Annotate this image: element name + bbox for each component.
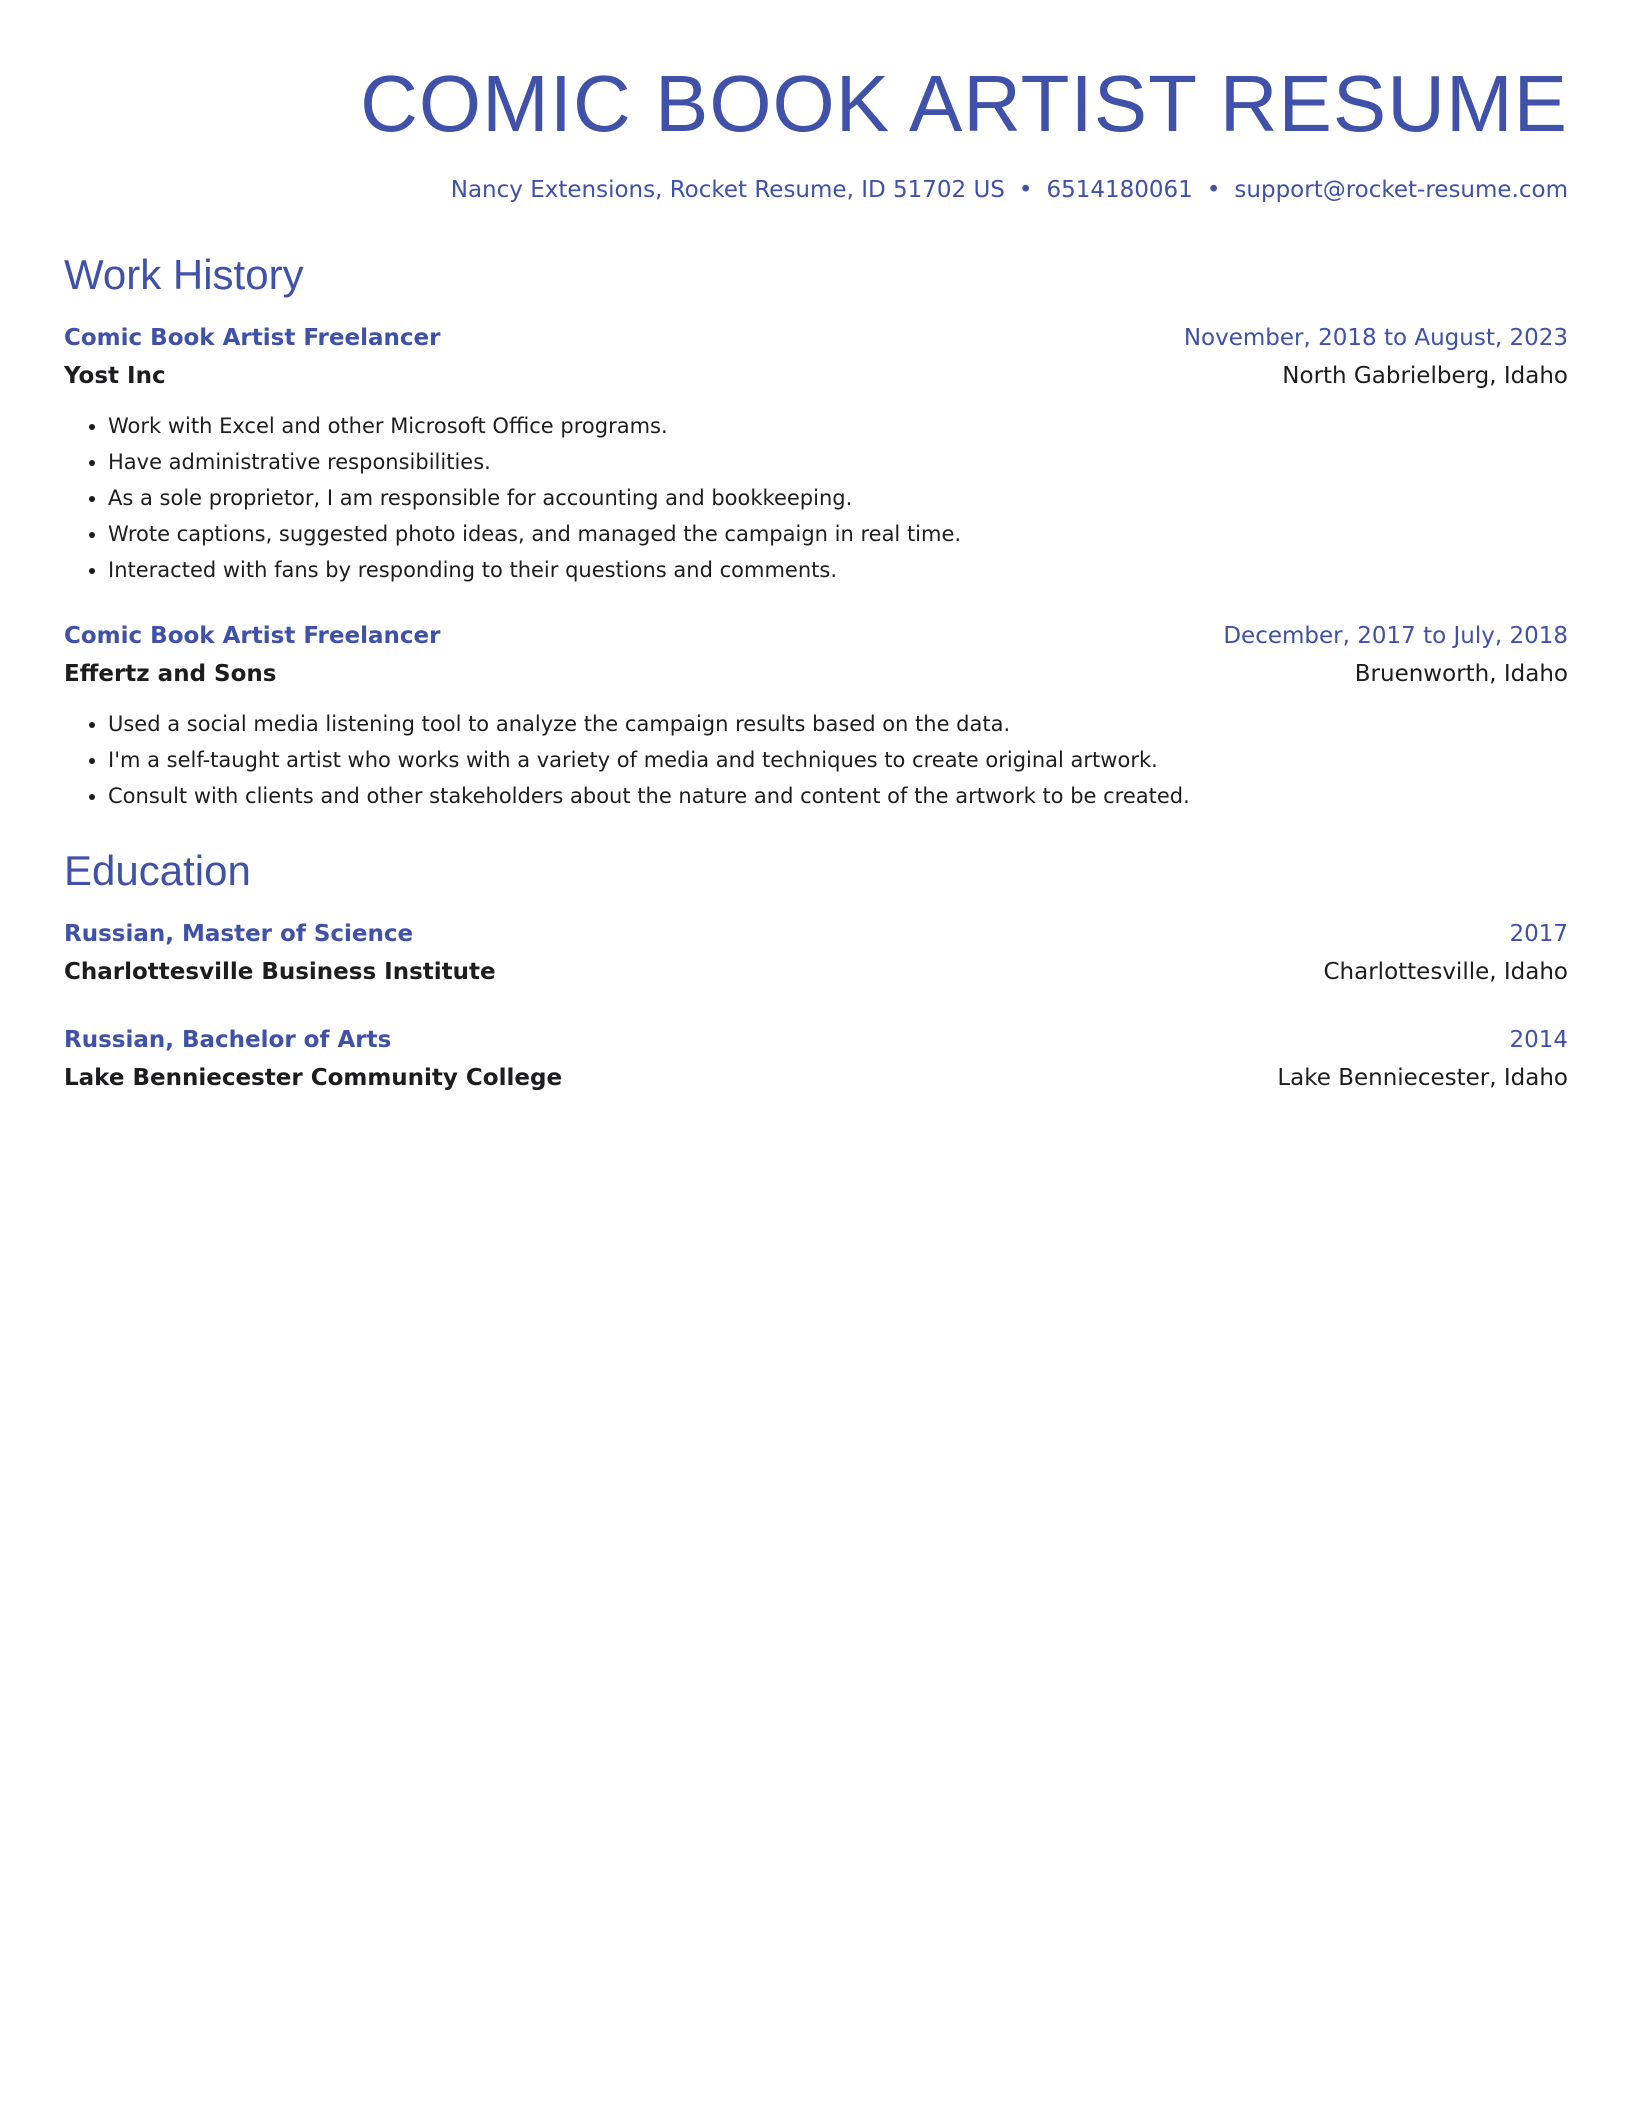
contact-separator: • (1206, 177, 1221, 203)
education-entry (64, 916, 1568, 992)
education-school-row (64, 952, 1568, 992)
education-header-row (64, 916, 1568, 952)
job-dates: December, 2017 to July, 2018 (1223, 623, 1568, 649)
job-location: North Gabrielberg, Idaho (1282, 363, 1568, 389)
job-company: Yost Inc (64, 363, 166, 389)
job-bullet: • Have administrative responsibilities. (108, 444, 1568, 480)
job-bullet: • Consult with clients and other stakeholders about the nature and content of the artwork to be created. (108, 778, 1568, 814)
job-role: Comic Book Artist Freelancer (64, 325, 441, 351)
contact-phone: 6514180061 (1046, 177, 1193, 203)
education-year: 2017 (1509, 921, 1568, 947)
job-bullet: • As a sole proprietor, I am responsible for accounting and bookkeeping. (108, 480, 1568, 516)
education-location: Charlottesville, Idaho (1323, 959, 1568, 985)
job-bullet: • Used a social media listening tool to analyze the campaign results based on the data. (108, 706, 1568, 742)
education-location: Lake Benniecester, Idaho (1277, 1065, 1568, 1091)
job-entry (64, 618, 1568, 814)
job-bullet: • Work with Excel and other Microsoft Office programs. (108, 408, 1568, 444)
education-degree: Russian, Bachelor of Arts (64, 1027, 392, 1053)
job-role: Comic Book Artist Freelancer (64, 623, 441, 649)
job-bullet-list (64, 408, 1568, 588)
education-entry (64, 1022, 1568, 1098)
resume-title: COMIC BOOK ARTIST RESUME (360, 59, 1568, 148)
contact-address: Nancy Extensions, Rocket Resume, ID 51702 US (450, 177, 1005, 203)
contact-separator: • (1018, 177, 1033, 203)
education-header-row (64, 1022, 1568, 1058)
education-school-row (64, 1058, 1568, 1098)
education-year: 2014 (1509, 1027, 1568, 1053)
job-dates: November, 2018 to August, 2023 (1183, 325, 1568, 351)
section-title-work-history: Work History (64, 251, 304, 298)
work-history-section (64, 248, 1568, 814)
resume-header (64, 54, 1568, 206)
job-bullet-list (64, 706, 1568, 814)
education-degree: Russian, Master of Science (64, 921, 414, 947)
job-bullet: • I'm a self-taught artist who works with a variety of media and techniques to create original artwork. (108, 742, 1568, 778)
job-header-row (64, 618, 1568, 654)
section-title-education: Education (64, 847, 251, 894)
education-school: Lake Benniecester Community College (64, 1065, 563, 1091)
job-company-row (64, 654, 1568, 694)
job-bullet: • Interacted with fans by responding to their questions and comments. (108, 552, 1568, 588)
job-header-row (64, 320, 1568, 356)
job-entry (64, 320, 1568, 588)
contact-line (64, 174, 1568, 206)
job-company-row (64, 356, 1568, 396)
education-section (64, 844, 1568, 1098)
education-school: Charlottesville Business Institute (64, 959, 496, 985)
job-location: Bruenworth, Idaho (1354, 661, 1568, 687)
job-bullet: • Wrote captions, suggested photo ideas, and managed the campaign in real time. (108, 516, 1568, 552)
job-company: Effertz and Sons (64, 661, 277, 687)
contact-email: support@rocket-resume.com (1234, 177, 1568, 203)
